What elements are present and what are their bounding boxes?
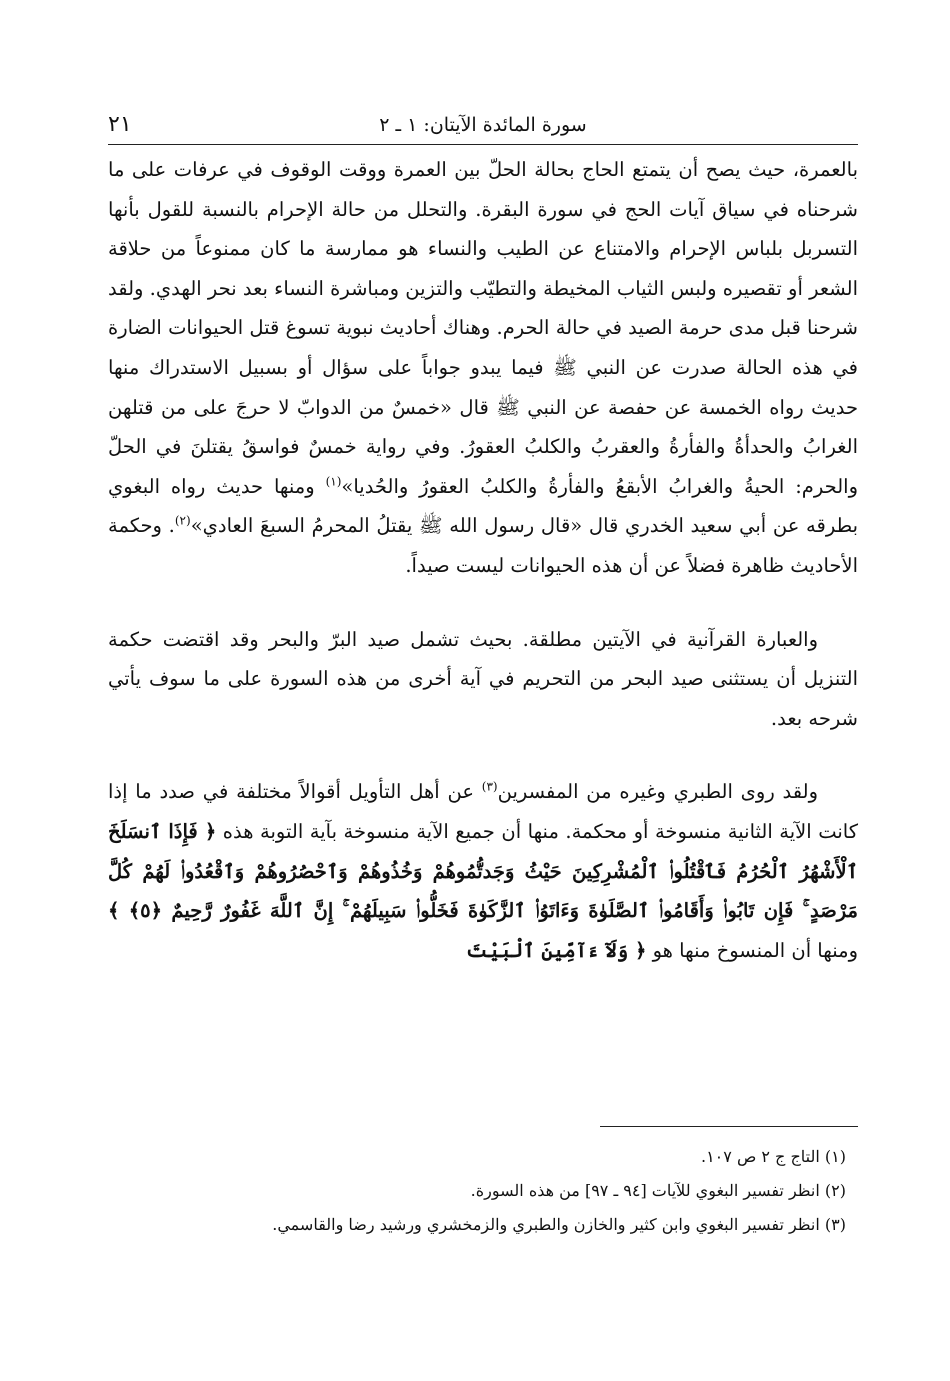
paragraph-2: [108, 620, 858, 739]
paragraph-1-text-cont: ومنها حديث رواه البغوي بطرقه عن أبي سعيد الخدري قال «قال رسول الله ﷺ يقتلُ المحرمُ السبعَ العادي»: [108, 474, 858, 538]
paragraph-1-text-end: . وحكمة الأحاديث ظاهرة فضلاً عن أن هذه الحيوانات ليست صيداً.: [108, 514, 858, 577]
footnote-ref-1: (١): [325, 474, 342, 489]
footnotes: [108, 1140, 846, 1242]
footnote-ref-3: (٣): [481, 779, 498, 794]
paragraph-3-text-cont: عن أهل التأويل أقوالاً مختلفة في صدد ما إذا كانت الآية الثانية منسوخة أو محكمة. منها أن جميع الآية منسوخة بآية التوبة هذه: [108, 780, 858, 843]
footnote-divider: [600, 1126, 858, 1127]
main-text: [108, 150, 858, 970]
paragraph-3-text: ولقد روى الطبري وغيره من المفسرين: [497, 780, 818, 804]
page-header: [108, 108, 858, 142]
paragraph-3-text-end: ومنها أن المنسوخ منها هو: [646, 938, 858, 962]
paragraph-1-text: بالعمرة، حيث يصح أن يتمتع الحاج بحالة الحلّ بين العمرة ووقت الوقوف في عرفات على ما شرحناه في سياق آيات الحج في سورة البقرة. والتحلل من حالة الإحرام بالنسبة للقول بأنها التسربل بلباس الإحرام والامتناع عن الطيب والنساء هو ممارسة ما كان ممنوعاً من حلاقة الشعر أو تقصيره ولبس الثياب المخيطة والتطيّب والتزين ومباشرة النساء بعد نحر الهدي. ولقد شرحنا قبل مدى حرمة الصيد في حالة الحرم. وهناك أحاديث نبوية تسوغ قتل الحيوانات الضارة في هذه الحالة صدرت عن النبي ﷺ فيما يبدو جواباً على سؤال أو بسبيل الاستدراك منها حديث رواه الخمسة عن حفصة عن النبي ﷺ قال «خمسٌ من الدوابّ لا حرجَ على من قتلهن الغرابُ والحدأةُ والفأرةُ والعقربُ والكلبُ العقورُ. وفي رواية خمسٌ فواسقُ يقتلنَ في الحلّ والحرم: الحيةُ والغرابُ الأبقعُ والفأرةُ والكلبُ العقورُ والحُديا»: [108, 158, 858, 498]
paragraph-1: [108, 150, 858, 586]
quran-verse-2: ﴿ وَلَآ ءَآمِّينَ ٱلْبَيْتَ: [466, 938, 647, 962]
footnote-1: (١) التاج ج ٢ ص ١٠٧.: [700, 1147, 846, 1166]
page-number: ٢١: [108, 112, 132, 137]
header-divider: [108, 144, 858, 145]
paragraph-2-text: والعبارة القرآنية في الآيتين مطلقة. بحيث تشمل صيد البرّ والبحر وقد اقتضت حكمة التنزيل أن يستثنى صيد البحر من التحريم في آية أخرى من هذه السورة على ما سوف يأتي شرحه بعد.: [108, 627, 858, 730]
footnote-3: (٣) انظر تفسير البغوي وابن كثير والخازن والطبري والزمخشري ورشيد رضا والقاسمي.: [272, 1215, 846, 1234]
footnote-2: (٢) انظر تفسير البغوي للآيات [٩٤ ـ ٩٧] من هذه السورة.: [470, 1181, 846, 1200]
paragraph-3: [108, 772, 858, 970]
footnote-ref-2: (٢): [174, 513, 191, 528]
quran-verse-1: ﴿ فَإِذَا ٱنسَلَخَ ٱلْأَشْهُرُ ٱلْحُرُمُ فَٱقْتُلُوا۟ ٱلْمُشْرِكِينَ حَيْثُ وَجَدتُّمُوهُمْ وَخُذُوهُمْ وَٱحْصُرُوهُمْ وَٱقْعُدُوا۟ لَهُمْ كُلَّ مَرْصَدٍ ۚ فَإِن تَابُوا۟ وَأَقَامُوا۟ ٱلصَّلَوٰةَ وَءَاتَوُا۟ ٱلزَّكَوٰةَ فَخَلُّوا۟ سَبِيلَهُمْ ۚ إِنَّ ٱللَّهَ غَفُورٌ رَّحِيمٌ ﴿٥﴾ ﴾: [108, 819, 858, 923]
running-title: سورة المائدة الآيتان: ١ ـ ٢: [379, 114, 587, 136]
